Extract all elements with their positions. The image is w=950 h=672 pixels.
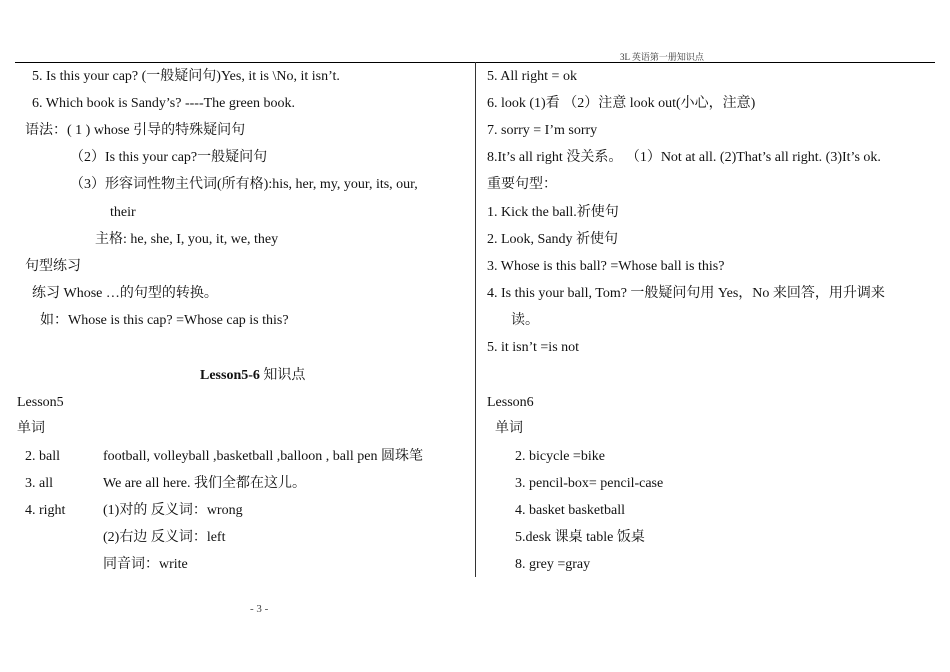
- right-line-1: 5. All right = ok: [487, 69, 577, 84]
- vocab-right-meaning-2: (2)右边 反义词：left: [103, 530, 226, 545]
- vocab-num: 2. ball: [25, 449, 60, 464]
- section-title: [200, 367, 305, 385]
- key-patterns-heading: 重要句型：: [487, 177, 557, 192]
- pattern-4-cont: 读。: [511, 313, 539, 328]
- vocab-text: football, volleyball ,basketball ,balloon , ball pen 圆珠笔: [103, 449, 423, 464]
- grammar-item-2: （2）Is this your cap?一般疑问句: [70, 150, 268, 165]
- pattern-3: 3. Whose is this ball? =Whose ball is this?: [487, 259, 725, 274]
- page-header: 3L 英语第一册知识点: [620, 52, 704, 62]
- example-line: 如：Whose is this cap? =Whose cap is this?: [40, 313, 289, 328]
- vocab-right-item: 5.desk 课桌 table 饭桌: [515, 530, 645, 545]
- vocab-text: We are all here. 我们全都在这儿。: [103, 476, 306, 491]
- section-title-lesson: Lesson5-6: [200, 368, 260, 383]
- right-line-4: 8.It’s all right 没关系。 （1）Not at all. (2)That’s all right. (3)It’s ok.: [487, 150, 881, 165]
- page-number: - 3 -: [250, 603, 269, 615]
- vocab-right-item: 8. grey =gray: [515, 557, 591, 572]
- lesson6-label: Lesson6: [487, 395, 534, 410]
- pattern-4: 4. Is this your ball, Tom? 一般疑问句用 Yes，No 来回答，用升调来: [487, 286, 885, 301]
- practice-line: 练习 Whose …的句型的转换。: [32, 286, 218, 301]
- section-title-suffix: 知识点: [259, 368, 306, 383]
- vocab-right-item: 4. basket basketball: [515, 503, 626, 518]
- grammar-item-3-cont: their: [110, 205, 136, 220]
- homophone-line: 同音词：write: [103, 557, 188, 572]
- lesson5-label: Lesson5: [17, 395, 64, 410]
- pattern-practice-heading: 句型练习: [25, 259, 81, 274]
- pattern-5: 5. it isn’t =is not: [487, 340, 580, 355]
- vocab-num: 3. all: [25, 476, 53, 491]
- pattern-1: 1. Kick the ball.祈使句: [487, 205, 619, 220]
- column-divider: [475, 62, 476, 577]
- left-line-2: 6. Which book is Sandy’s? ----The green book.: [32, 96, 295, 111]
- left-line-1: 5. Is this your cap? (一般疑问句)Yes, it is \No, it isn’t.: [32, 69, 340, 84]
- vocab-num: 4. right: [25, 503, 66, 518]
- vocab-right-item: 2. bicycle =bike: [515, 449, 605, 464]
- vocab-heading-left: 单词: [17, 421, 45, 436]
- vocab-heading-right: 单词: [495, 421, 523, 436]
- vocab-text: (1)对的 反义词：wrong: [103, 503, 243, 518]
- grammar-heading: 语法：( 1 ) whose 引导的特殊疑问句: [25, 123, 246, 138]
- subject-pronouns: 主格: he, she, I, you, it, we, they: [95, 232, 279, 247]
- right-line-2: 6. look (1)看 （2）注意 look out(小心，注意): [487, 96, 756, 111]
- vocab-right-item: 3. pencil-box= pencil-case: [515, 476, 664, 491]
- right-line-3: 7. sorry = I’m sorry: [487, 123, 598, 138]
- pattern-2: 2. Look, Sandy 祈使句: [487, 232, 619, 247]
- grammar-item-3: （3）形容词性物主代词(所有格):his, her, my, your, its, our,: [70, 177, 418, 192]
